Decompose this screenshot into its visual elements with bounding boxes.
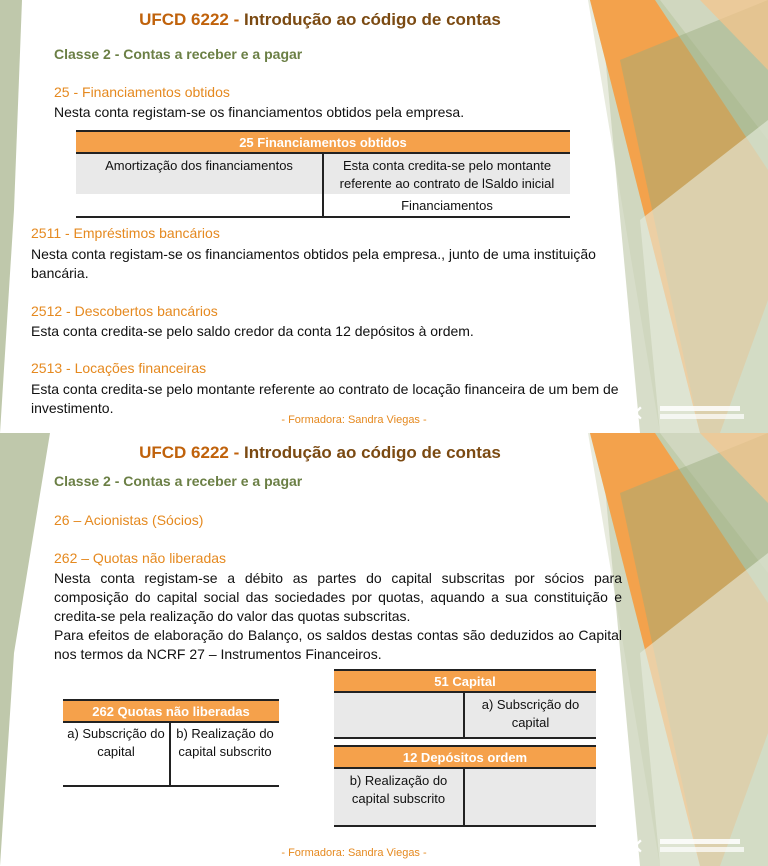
section-262-heading: 262 – Quotas não liberadas (54, 550, 227, 566)
t-account-262-debit: a) Subscrição do capital (67, 726, 165, 759)
t-account-25-debit: Amortização dos financiamentos (76, 154, 322, 194)
t-account-25-header: 25 Financiamentos obtidos (76, 130, 570, 154)
t-account-51-header: 51 Capital (334, 669, 596, 693)
slide-2-title (0, 443, 640, 463)
section-2512-text: Esta conta credita-se pelo saldo credor da conta 12 depósitos à ordem. (31, 323, 474, 339)
slide-2-subtitle: Classe 2 - Contas a receber e a pagar (54, 473, 303, 489)
title-text: Introdução ao código de contas (243, 10, 501, 29)
section-262-balance-note: Para efeitos de elaboração do Balanço, os saldos destas contas são deduzidos ao Capital nos termos da NCRF 27 – Instrumentos Financeiros. (54, 627, 622, 662)
section-25-text: Nesta conta registam-se os financiamentos obtidos pela empresa. (54, 104, 465, 120)
section-2511-heading: 2511 - Empréstimos bancários (31, 225, 220, 241)
title-code: UFCD 6222 - (139, 443, 240, 462)
t-account-262-credit: b) Realização do capital subscrito (176, 726, 274, 759)
slide-1-subtitle: Classe 2 - Contas a receber e a pagar (54, 46, 303, 62)
slide-1-footer: - Formadora: Sandra Viegas - (281, 414, 427, 426)
t-account-262 (63, 699, 279, 787)
t-account-12-header: 12 Depósitos ordem (334, 745, 596, 769)
section-25-heading: 25 - Financiamentos obtidos (54, 84, 230, 100)
section-2513-text: Esta conta credita-se pelo montante referente ao contrato de locação financeira de um bem de investimento. (31, 381, 619, 416)
t-account-12 (334, 745, 596, 827)
logo (626, 835, 746, 861)
section-2512-heading: 2512 - Descobertos bancários (31, 303, 218, 319)
title-code: UFCD 6222 - (139, 10, 240, 29)
t-account-51 (334, 669, 596, 739)
t-account-51-credit: a) Subscrição do capital (481, 697, 580, 730)
section-2513-heading: 2513 - Locações financeiras (31, 360, 207, 376)
logo-mark-icon: ✕ (626, 401, 645, 426)
section-2511-text: Nesta conta registam-se os financiamentos obtidos pela empresa., junto de uma instituição bancária. (31, 246, 596, 281)
t-account-262-header: 262 Quotas não liberadas (63, 699, 279, 723)
slide-2-footer: - Formadora: Sandra Viegas - (281, 847, 427, 859)
t-account-25-credit-bottom: Financiamentos (401, 198, 493, 213)
t-account-12-debit: b) Realização do capital subscrito (349, 773, 448, 806)
logo (626, 402, 746, 428)
t-account-25 (76, 130, 570, 218)
logo-mark-icon: ✕ (626, 834, 645, 859)
t-account-25-credit: Esta conta credita-se pelo montante referente ao contrato de lSaldo inicial (324, 154, 570, 194)
section-26-heading: 26 – Acionistas (Sócios) (54, 512, 204, 528)
title-text: Introdução ao código de contas (243, 443, 501, 462)
slide-2 (0, 433, 768, 866)
section-262-text: Nesta conta registam-se a débito as partes do capital subscritas por sócios para composição do capital social das sociedades por quotas, aquando a sua constituição e credita-se pela realização do valor das quotas subscritas. (54, 570, 622, 624)
slide-1-title (0, 10, 640, 30)
